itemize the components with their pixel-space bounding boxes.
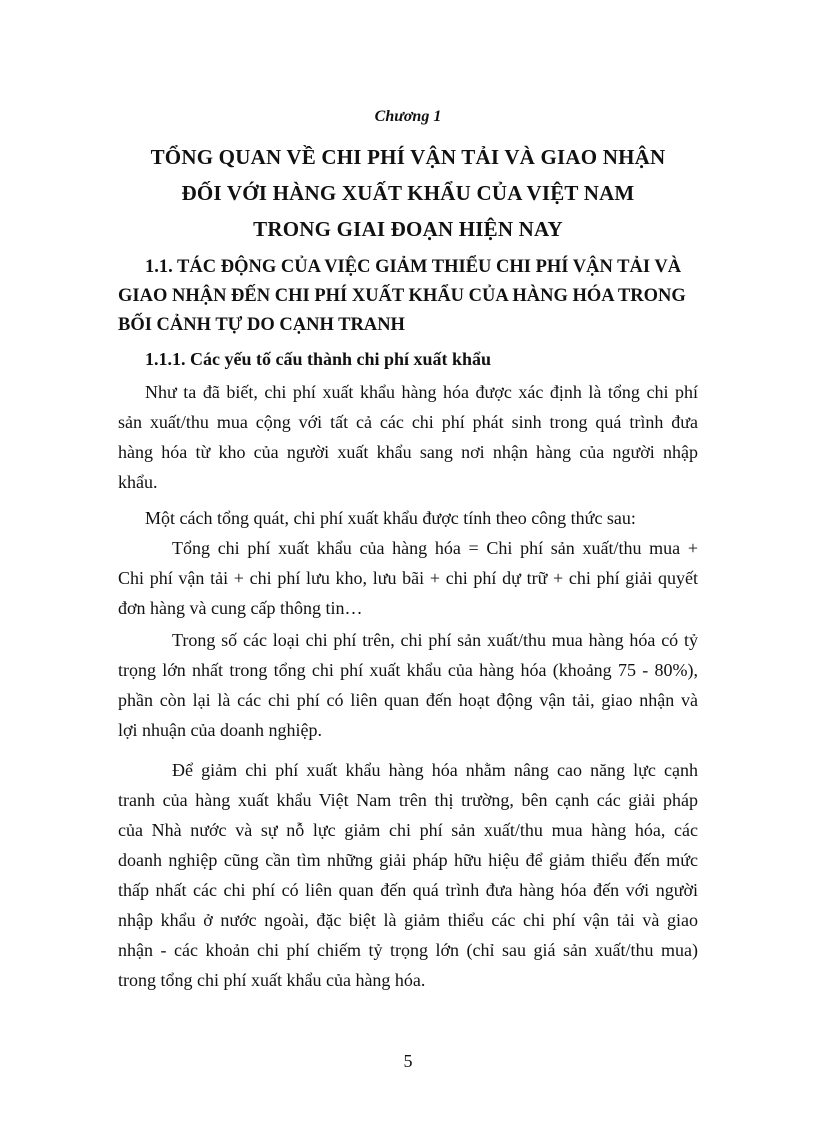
- page-number: 5: [403, 1051, 413, 1071]
- paragraph-line: khẩu.: [118, 472, 158, 492]
- paragraph-line: Trong số các loại chi phí trên, chi phí sản xuất/thu mua hàng hóa có tỷ: [172, 630, 698, 650]
- paragraph-line: trong tổng chi phí xuất khẩu của hàng hóa.: [118, 970, 426, 990]
- paragraph-line: doanh nghiệp cũng cần tìm những giải pháp hữu hiệu để giảm thiểu đến mức: [118, 850, 698, 870]
- paragraph-line: Để giảm chi phí xuất khẩu hàng hóa nhằm nâng cao năng lực cạnh: [172, 760, 698, 780]
- paragraph-line: hàng hóa từ kho của người xuất khẩu sang nơi nhận hàng của người nhập: [118, 442, 698, 462]
- section-heading-line: BỐI CẢNH TỰ DO CẠNH TRANH: [118, 315, 405, 335]
- chapter-label: Chương 1: [374, 108, 442, 125]
- paragraph-line: thấp nhất các chi phí có liên quan đến quá trình đưa hàng hóa đến với người: [118, 880, 698, 900]
- section-heading-line: 1.1. TÁC ĐỘNG CỦA VIỆC GIẢM THIỂU CHI PHÍ VẬN TẢI VÀ: [145, 257, 682, 277]
- chapter-title-line: ĐỐI VỚI HÀNG XUẤT KHẨU CỦA VIỆT NAM: [181, 181, 635, 205]
- paragraph-line: phần còn lại là các chi phí có liên quan đến hoạt động vận tải, giao nhận và: [118, 690, 698, 710]
- paragraph-line: tranh của hàng xuất khẩu Việt Nam trên thị trường, bên cạnh các giải pháp: [118, 790, 698, 810]
- paragraph-line: sản xuất/thu mua cộng với tất cả các chi phí phát sinh trong quá trình đưa: [118, 412, 698, 432]
- paragraph-line: Một cách tổng quát, chi phí xuất khẩu được tính theo công thức sau:: [145, 508, 636, 528]
- paragraph-line: lợi nhuận của doanh nghiệp.: [118, 720, 322, 740]
- paragraph-line: Chi phí vận tải + chi phí lưu kho, lưu bãi + chi phí dự trữ + chi phí giải quyết: [118, 568, 698, 588]
- paragraph-line: nhập khẩu ở nước ngoài, đặc biệt là giảm thiểu các chi phí vận tải và giao: [118, 910, 698, 930]
- paragraph-line: đơn hàng và cung cấp thông tin…: [118, 598, 363, 618]
- section-heading-line: GIAO NHẬN ĐẾN CHI PHÍ XUẤT KHẨU CỦA HÀNG HÓA TRONG: [118, 286, 686, 306]
- paragraph-line: Như ta đã biết, chi phí xuất khẩu hàng hóa được xác định là tổng chi phí: [145, 382, 698, 402]
- subsection-heading: 1.1.1. Các yếu tố cấu thành chi phí xuất khẩu: [145, 349, 492, 369]
- chapter-title-line: TRONG GIAI ĐOẠN HIỆN NAY: [253, 217, 563, 241]
- chapter-title-line: TỔNG QUAN VỀ CHI PHÍ VẬN TẢI VÀ GIAO NHẬN: [150, 145, 666, 169]
- paragraph-line: Tổng chi phí xuất khẩu của hàng hóa = Chi phí sản xuất/thu mua +: [172, 538, 698, 558]
- paragraph-line: nhận - các khoản chi phí chiếm tỷ trọng lớn (chỉ sau giá sản xuất/thu mua): [118, 940, 698, 960]
- paragraph-line: trọng lớn nhất trong tổng chi phí xuất khẩu của hàng hóa (khoảng 75 - 80%),: [118, 660, 698, 680]
- paragraph-line: của Nhà nước và sự nỗ lực giảm chi phí sản xuất/thu mua hàng hóa, các: [118, 820, 698, 840]
